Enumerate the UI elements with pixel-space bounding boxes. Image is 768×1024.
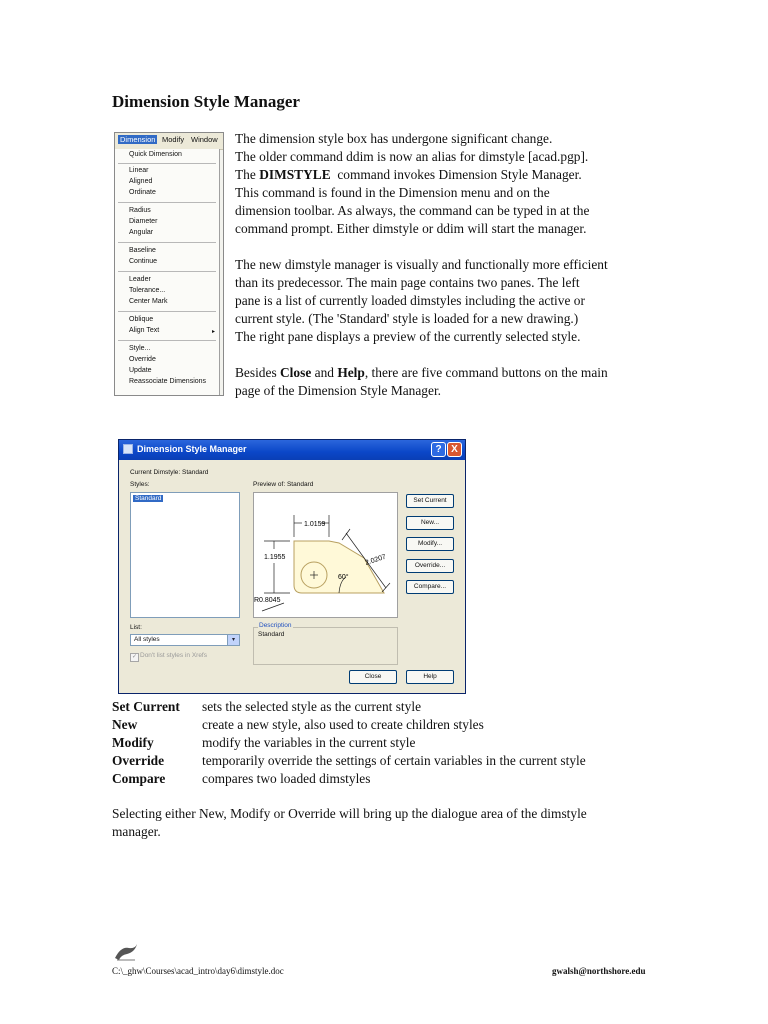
menu-separator: [118, 271, 216, 272]
menu-separator: [118, 311, 216, 312]
dim-horizontal: 1.0159: [304, 521, 326, 528]
closing-line: Selecting either New, Modify or Override will bring up the dialogue area of the dimstyle: [112, 806, 587, 821]
style-item-standard[interactable]: Standard: [135, 495, 162, 502]
command-description: create a new style, also used to create children styles: [202, 717, 484, 732]
command-name: Compare: [112, 771, 166, 786]
menu-dimension[interactable]: Dimension: [120, 135, 156, 144]
menu-separator: [118, 202, 216, 203]
menu-separator: [118, 242, 216, 243]
closing-line: manager.: [112, 824, 161, 839]
p3-text-rest: , there are five command buttons on the main: [364, 365, 608, 380]
intro-line: dimension toolbar. As always, the command can be typed in at the: [235, 203, 590, 218]
compare-button[interactable]: Compare...: [406, 580, 454, 594]
preview-label: Preview of: Standard: [253, 481, 314, 488]
modify-button[interactable]: Modify...: [406, 537, 454, 551]
menu-bar: [115, 133, 223, 150]
intro-prefix: The: [235, 167, 256, 182]
intro-line: This command is found in the Dimension menu and on the: [235, 185, 550, 200]
dimension-style-manager-dialog: [118, 439, 466, 694]
xref-checkbox[interactable]: ✓: [131, 654, 138, 660]
close-keyword: Close: [280, 365, 312, 380]
help-button[interactable]: Help: [406, 670, 454, 684]
footer-email: gwalsh@northshore.edu: [552, 966, 646, 976]
close-title-button[interactable]: X: [447, 442, 462, 457]
menu-modify[interactable]: Modify: [162, 135, 185, 144]
p3-and: and: [314, 365, 334, 380]
list-filter-value: All styles: [134, 636, 160, 643]
submenu-arrow-icon: ▸: [212, 329, 216, 335]
list-filter-select[interactable]: [130, 634, 240, 646]
dim-vertical: 1.1955: [264, 554, 286, 561]
closing-paragraph: [112, 805, 672, 841]
dim-aligned: 2.0207: [364, 553, 387, 567]
command-name: Modify: [112, 735, 154, 750]
page-title: Dimension Style Manager: [112, 92, 300, 111]
menu-item-center-mark[interactable]: Center Mark: [129, 298, 168, 305]
intro-line-rest: command invokes Dimension Style Manager.: [337, 167, 582, 182]
menu-item-aligned[interactable]: Aligned: [129, 178, 153, 185]
set-current-button[interactable]: Set Current: [406, 494, 454, 508]
paragraph2-line: The new dimstyle manager is visually and functionally more efficient: [235, 257, 608, 272]
menu-window[interactable]: Window: [191, 135, 218, 144]
paragraph2-line: than its predecessor. The main page contains two panes. The left: [235, 275, 580, 290]
help-title-button[interactable]: ?: [431, 442, 446, 457]
menu-item-baseline[interactable]: Baseline: [129, 247, 156, 254]
dimstyle-keyword: DIMSTYLE: [259, 167, 331, 182]
xref-checkbox-label: Don't list styles in Xrefs: [140, 652, 207, 659]
menu-item-override[interactable]: Override: [129, 356, 156, 363]
menu-item-tolerance[interactable]: Tolerance...: [129, 287, 166, 294]
paragraph2-line: pane is a list of currently loaded dimstyles including the active or: [235, 293, 585, 308]
dim-angle: 60°: [338, 574, 349, 581]
dim-radius: R0.8045: [254, 597, 281, 604]
paragraph2-line: current style. (The 'Standard' style is loaded for a new drawing.): [235, 311, 579, 326]
intro-line: command prompt. Either dimstyle or ddim will start the manager.: [235, 221, 587, 236]
paragraph3-line: [235, 364, 665, 382]
dialog-title-bar: [119, 440, 465, 460]
menu-item-angular[interactable]: Angular: [129, 229, 154, 236]
command-name: Override: [112, 753, 165, 768]
new-button[interactable]: New...: [406, 516, 454, 530]
menu-item-leader[interactable]: Leader: [129, 276, 151, 283]
menu-separator: [118, 163, 216, 164]
styles-list[interactable]: [130, 492, 240, 618]
menu-item-linear[interactable]: Linear: [129, 167, 149, 174]
dimension-preview-drawing: [254, 493, 397, 617]
command-description: modify the variables in the current style: [202, 735, 416, 750]
styles-label: Styles:: [130, 481, 150, 488]
intro-line: The dimension style box has undergone significant change.: [235, 131, 553, 146]
dialog-title: Dimension Style Manager: [137, 444, 247, 454]
override-button[interactable]: Override...: [406, 559, 454, 573]
menu-item-diameter[interactable]: Diameter: [129, 218, 158, 225]
intro-line: [235, 166, 665, 184]
paragraph2-line: The right pane displays a preview of the currently selected style.: [235, 329, 581, 344]
intro-line: The older command ddim is now an alias for dimstyle [acad.pgp].: [235, 149, 589, 164]
menu-item-continue[interactable]: Continue: [129, 258, 158, 265]
menu-item-reassociate[interactable]: Reassociate Dimensions: [129, 378, 207, 385]
menu-separator: [118, 340, 216, 341]
dimension-menu-list: [115, 149, 220, 395]
command-description: temporarily override the settings of certain variables in the current style: [202, 753, 586, 768]
close-button[interactable]: Close: [349, 670, 397, 684]
menu-item-ordinate[interactable]: Ordinate: [129, 189, 156, 196]
intro-text: [235, 130, 665, 400]
footer-file-path: C:\_ghw\Courses\acad_intro\day6\dimstyle.doc: [112, 966, 284, 976]
menu-item-align-text[interactable]: Align Text: [129, 327, 160, 334]
command-name: Set Current: [112, 699, 180, 714]
current-dimstyle-label: Current Dimstyle: Standard: [130, 469, 209, 476]
description-label: Description: [259, 622, 292, 629]
command-description: compares two loaded dimstyles: [202, 771, 371, 786]
college-logo-icon: [113, 940, 139, 967]
menu-item-radius[interactable]: Radius: [129, 207, 151, 214]
chevron-down-icon[interactable]: ▾: [227, 635, 239, 645]
list-label: List:: [130, 624, 142, 631]
preview-pane: [253, 492, 398, 618]
app-icon: [123, 444, 133, 454]
menu-item-quick-dimension[interactable]: Quick Dimension: [129, 151, 182, 158]
menu-item-style[interactable]: Style...: [129, 345, 151, 352]
menu-item-update[interactable]: Update: [129, 367, 152, 374]
dimension-menu-screenshot: [114, 132, 224, 396]
menu-item-oblique[interactable]: Oblique: [129, 316, 154, 323]
command-description: sets the selected style as the current style: [202, 699, 422, 714]
description-value: Standard: [258, 631, 285, 638]
help-keyword: Help: [337, 365, 365, 380]
p3-text: Besides: [235, 365, 277, 380]
command-name: New: [112, 717, 138, 732]
paragraph3-line: page of the Dimension Style Manager.: [235, 383, 442, 398]
